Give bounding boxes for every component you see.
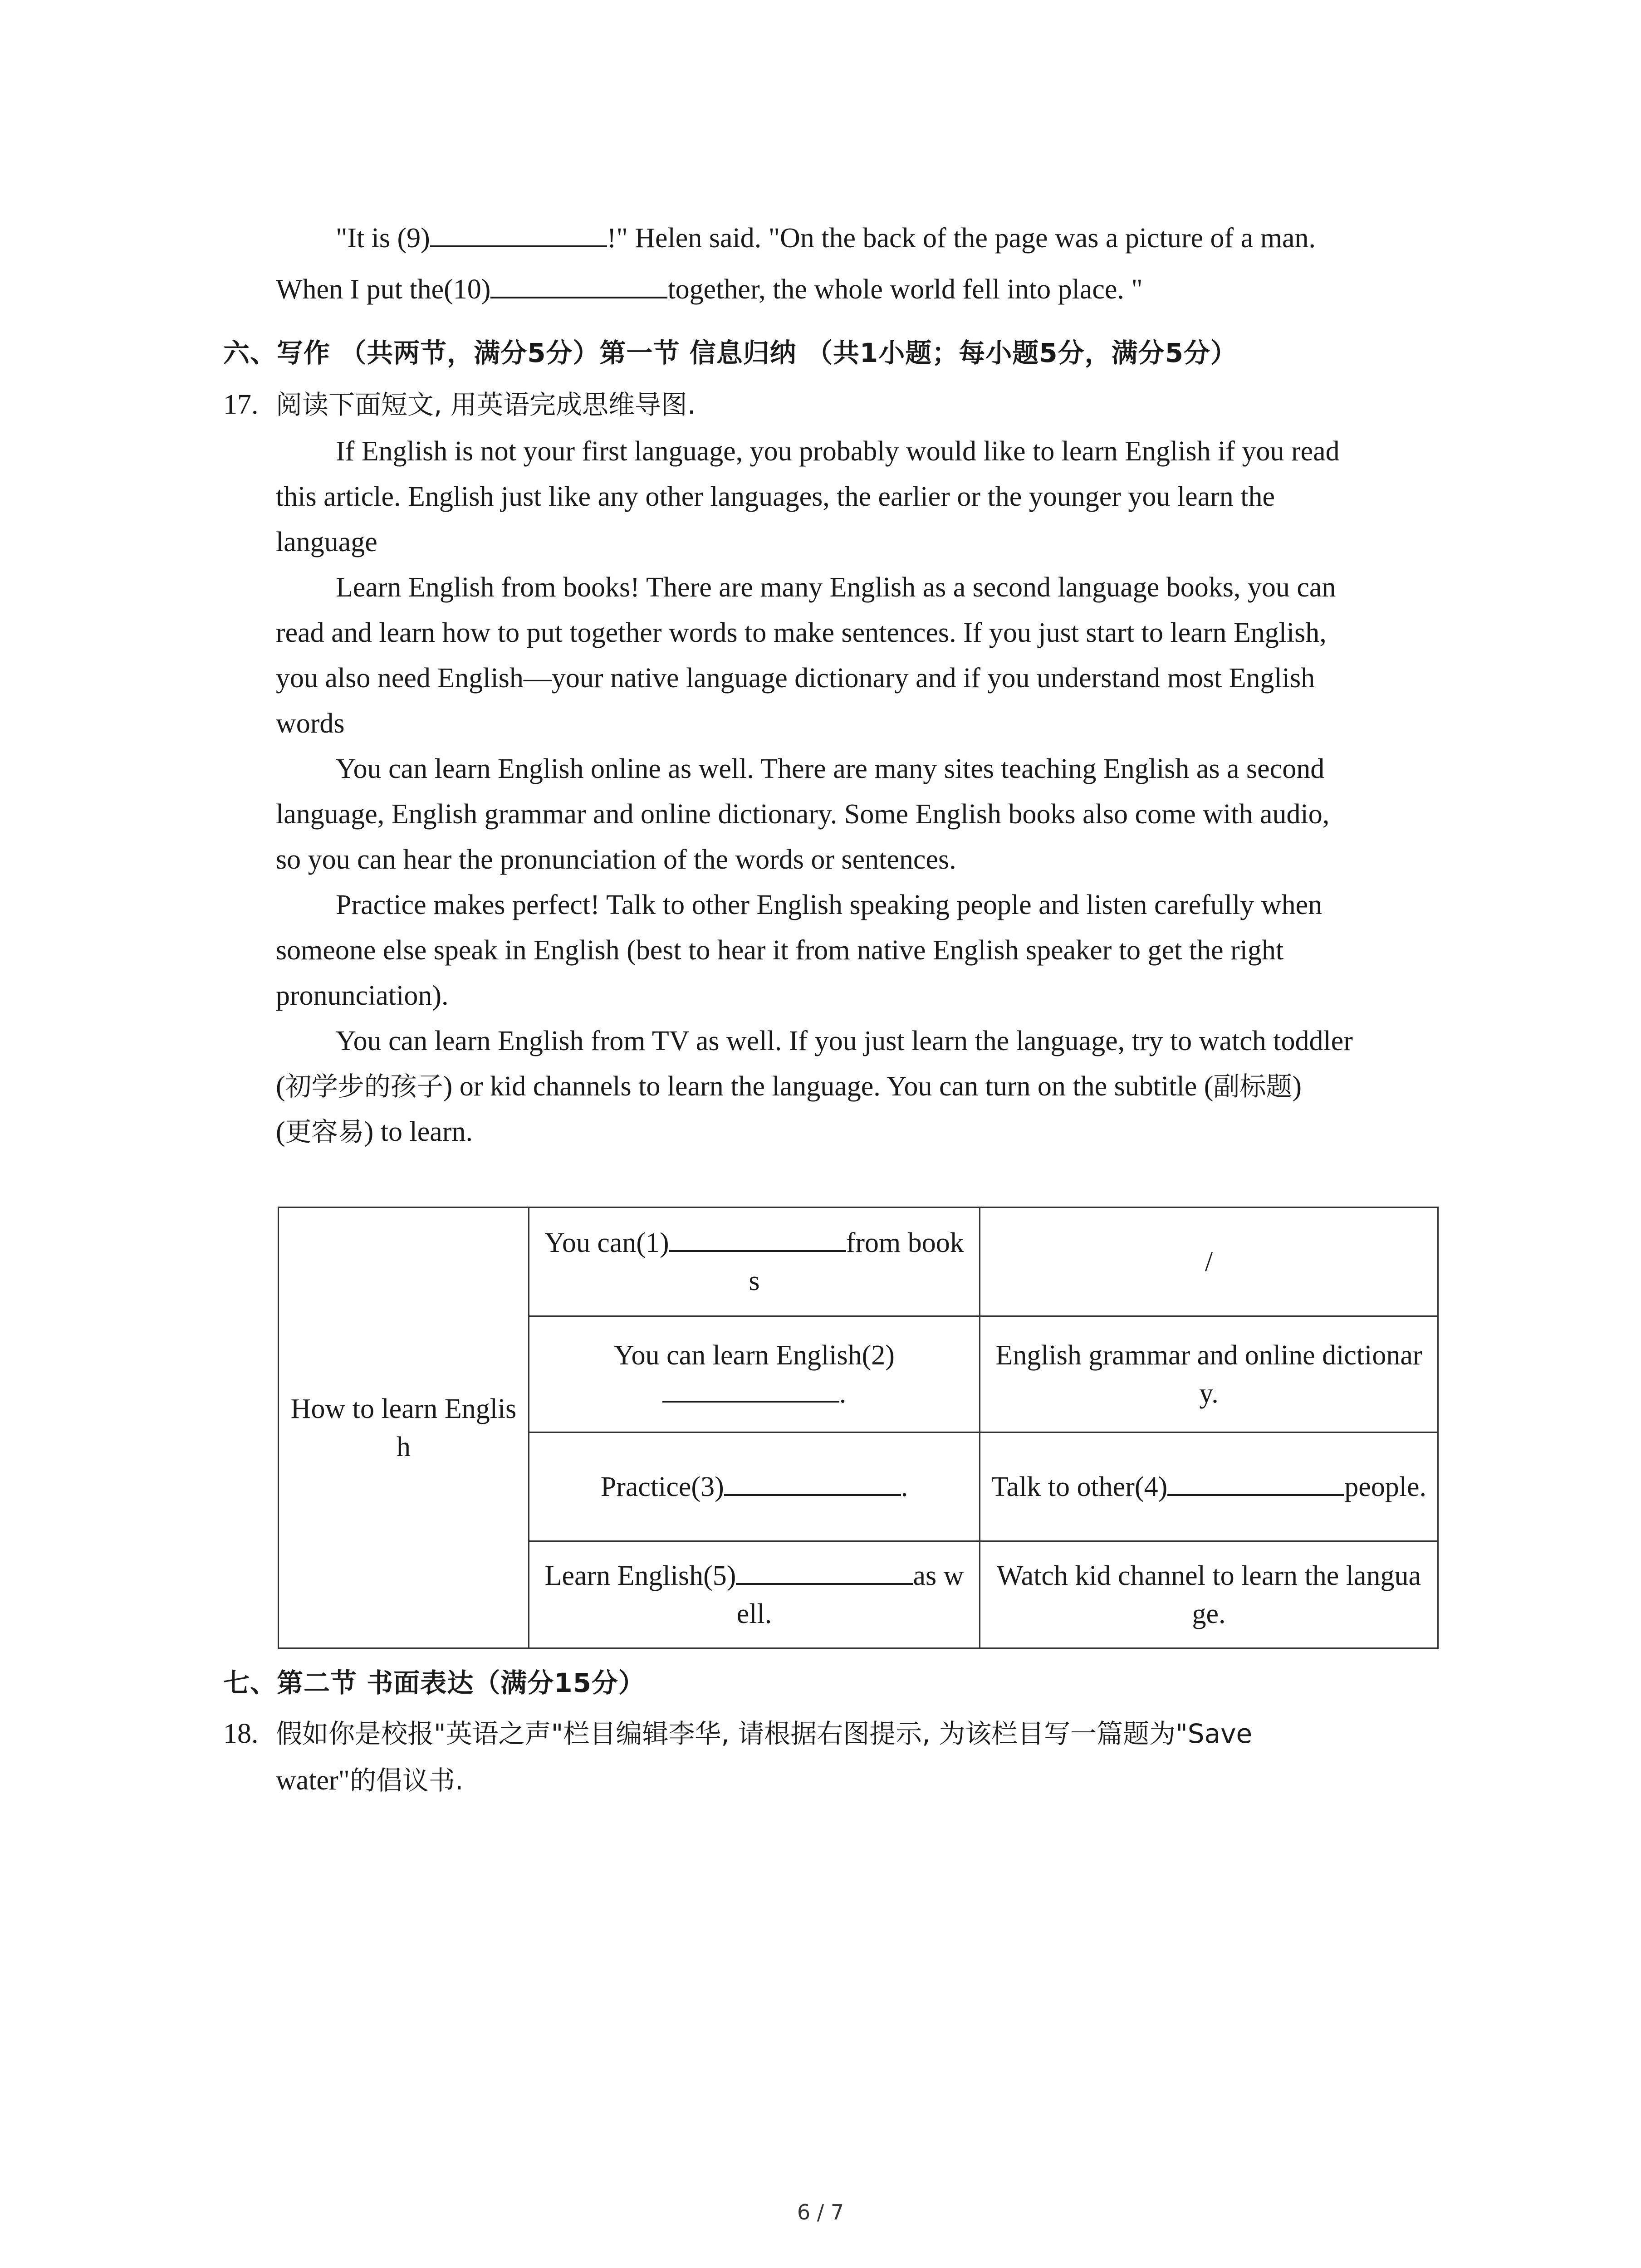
q17-p2-line3: you also need English—your native language dictionary and if you understand most English [276, 663, 1315, 694]
mind-map-detail-1: / [980, 1207, 1438, 1316]
passage-text: When I put the(10) [276, 274, 491, 305]
question-17-number: 17. [223, 389, 259, 420]
question-18-number: 18. [223, 1718, 259, 1749]
q17-p1-line2: this article. English just like any other languages, the earlier or the younger you learn the [276, 481, 1275, 512]
mind-map-cell-3: Practice(3) . [529, 1432, 980, 1541]
page-number: 6 / 7 [797, 2200, 844, 2224]
q17-p5-line1: You can learn English from TV as well. If you just learn the language, try to watch toddler [336, 1026, 1353, 1056]
section-7-heading: 七、第二节 书面表达（满分15分） [223, 1667, 645, 1698]
passage-line-1 [336, 220, 1316, 256]
q17-p5-line3: (更容易) to learn. [276, 1116, 473, 1147]
mind-map-detail-3: Talk to other(4) people. [980, 1432, 1438, 1541]
q17-p4-line2: someone else speak in English (best to hear it from native English speaker to get the right [276, 935, 1284, 966]
blank-10[interactable] [490, 271, 667, 298]
passage-text: !" Helen said. "On the back of the page was a picture of a man. [607, 223, 1316, 254]
mind-map-detail-2: English grammar and online dictionary. [980, 1316, 1438, 1432]
passage-text: "It is (9) [336, 223, 430, 254]
q17-p2-line1: Learn English from books! There are many English as a second language books, you can [336, 572, 1336, 603]
q17-p4-line1: Practice makes perfect! Talk to other English speaking people and listen carefully when [336, 890, 1323, 920]
chinese-gloss: 初学步的孩子 [285, 1071, 443, 1102]
mind-map-cell-2: You can learn English(2). [529, 1316, 980, 1432]
q17-p2-line4: words [276, 708, 345, 739]
q17-p1-line3: language [276, 527, 377, 557]
blank-3[interactable] [724, 1469, 901, 1496]
q17-p5-line2: (初学步的孩子) or kid channels to learn the language. You can turn on the subtitle (副标题) [276, 1071, 1302, 1102]
blank-9[interactable] [430, 220, 607, 247]
mind-map-root: How to learn English [279, 1207, 529, 1648]
q17-p4-line3: pronunciation). [276, 980, 449, 1011]
mind-map-table [278, 1207, 1439, 1649]
q17-p3-line3: so you can hear the pronunciation of the words or sentences. [276, 844, 956, 875]
q17-p1-line1: If English is not your first language, you probably would like to learn English if you read [336, 436, 1340, 467]
blank-5[interactable] [736, 1558, 913, 1585]
passage-text: together, the whole world fell into place. " [667, 274, 1143, 305]
blank-2[interactable] [662, 1375, 839, 1403]
mind-map-cell-1: You can(1) from books [529, 1207, 980, 1316]
blank-4[interactable] [1167, 1469, 1344, 1496]
chinese-gloss: 副标题 [1213, 1071, 1293, 1102]
blank-1[interactable] [669, 1225, 846, 1252]
passage-line-2 [276, 271, 1143, 308]
q17-p2-line2: read and learn how to put together words to make sentences. If you just start to learn English, [276, 617, 1327, 648]
chinese-gloss: 更容易 [285, 1116, 364, 1147]
question-18-line2: water"的倡议书. [276, 1765, 464, 1796]
mind-map-detail-4: Watch kid channel to learn the language. [980, 1541, 1438, 1648]
question-18-line1: 假如你是校报"英语之声"栏目编辑李华, 请根据右图提示, 为该栏目写一篇题为"Save [276, 1718, 1253, 1749]
section-6-heading: 六、写作 （共两节，满分5分）第一节 信息归纳 （共1小题；每小题5分，满分5分） [223, 337, 1238, 368]
q17-p3-line1: You can learn English online as well. There are many sites teaching English as a second [336, 753, 1325, 784]
question-17-instruction: 阅读下面短文, 用英语完成思维导图. [276, 389, 696, 420]
mind-map-cell-4: Learn English(5) as well. [529, 1541, 980, 1648]
q17-p3-line2: language, English grammar and online dictionary. Some English books also come with audio, [276, 799, 1330, 830]
